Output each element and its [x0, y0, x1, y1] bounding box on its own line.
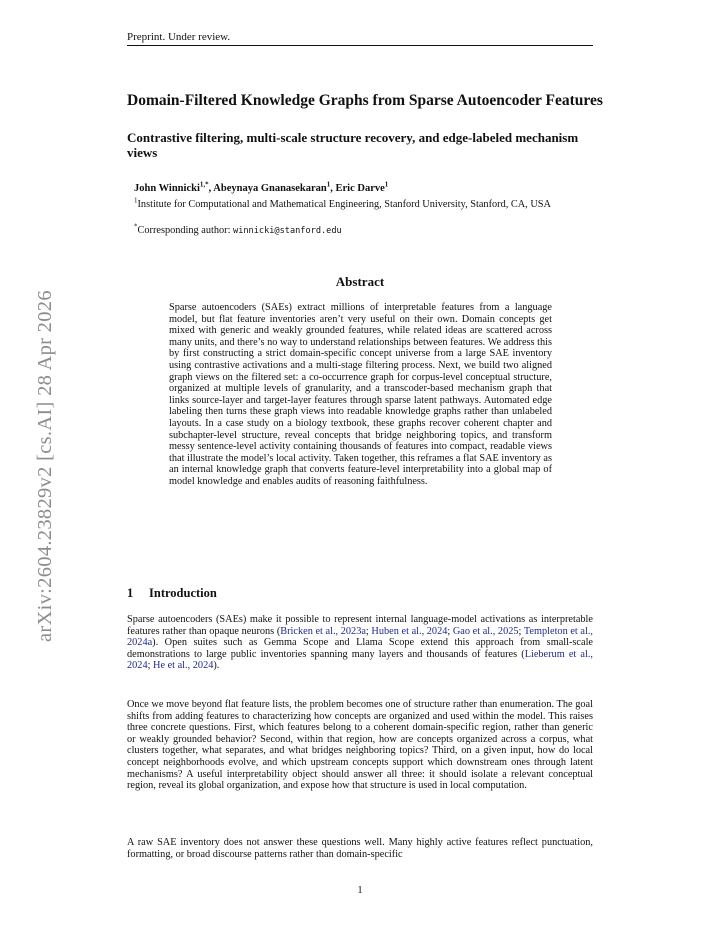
arxiv-stamp: arXiv:2604.23829v2 [cs.AI] 28 Apr 2026	[34, 290, 56, 642]
corresponding-label: Corresponding author:	[137, 225, 234, 236]
corresponding-author	[134, 222, 342, 236]
paragraph-text: ;	[518, 625, 524, 637]
intro-paragraph-2: Once we move beyond flat feature lists, the problem becomes one of structure rather than enumeration. The goal shifts from adding features to characterizing how concepts are organized and used within the model. This raises three concrete questions. First, which features belong to a coherent domain-specific region, rather than generic or weakly grounded behavior? Second, within that region, how are concepts organized across a corpus, what clusters together, what separates, and what bridges neighboring topics? Third, on a given input, how do local concept neighborhoods evolve, and which upstream concepts support which downstream ones through latent mechanisms? A useful interpretability object should answer all three: it should isolate a relevant conceptual region, reveal its global organization, and expose how that structure is used in local computation.	[127, 699, 593, 792]
page-number: 1	[357, 885, 363, 896]
author-name: John Winnicki	[134, 183, 200, 194]
section-title: Introduction	[149, 586, 217, 600]
affiliation-mark: 1	[134, 196, 138, 205]
abstract-body: Sparse autoencoders (SAEs) extract millions of interpretable features from a language model, but flat feature inventories aren’t very useful on their own. Domain concepts get mixed with generic and weakly grounded features, while related ideas are scattered across many units, and there’s no way to understand relationships between features. We address this by first constructing a strict domain-specific concept universe from a large SAE inventory using contrastive activations and a multi-stage filtering process. Next, we build two aligned graph views on the filtered set: a co-occurrence graph for corpus-level conceptual structure, organized at multiple levels of granularity, and a transcoder-based mechanism graph that links source-layer and target-layer features through sparse latent pathways. Automated edge labeling then turns these graph views into readable knowledge graphs rather than unlabeled layouts. In a case study on a biology textbook, these graphs recover coherent chapter and subchapter-level structure, reveal concepts that bridge neighboring topics, and transform messy sentence-level activity containing thousands of features into compact, readable views that illustrate the model’s local activity. Taken together, this reframes a flat SAE inventory as an internal knowledge graph that converts feature-level interpretability into a global map of model knowledge and enables audits of reasoning faithfulness.	[169, 302, 553, 487]
affiliation-text: Institute for Computational and Mathematical Engineering, Stanford University, Stanford, CA, USA	[137, 199, 551, 210]
paragraph-text: ;	[147, 660, 154, 672]
corresponding-email: winnicki@stanford.edu	[233, 226, 342, 236]
citation-link[interactable]: Lieberum et al., 2024	[127, 648, 593, 672]
paper-subtitle: Contrastive filtering, multi-scale structure recovery, and edge-labeled mechanism views	[127, 130, 579, 160]
author-separator: ,	[330, 183, 336, 194]
paragraph-text: ;	[365, 625, 372, 637]
author-list	[134, 180, 389, 194]
corresponding-mark: *	[134, 222, 138, 231]
running-header: Preprint. Under review.	[127, 31, 231, 43]
author-separator: ,	[208, 183, 214, 194]
author-affil-mark: 1,*	[199, 180, 209, 189]
citation-link[interactable]: Gao et al., 2025	[452, 625, 519, 637]
paragraph-text: Sparse autoencoders (SAEs) make it possible to represent internal language-model activations as interpretable features rather than opaque neurons (	[127, 614, 593, 637]
affiliation	[134, 196, 594, 211]
abstract-heading: Abstract	[335, 274, 385, 289]
section-heading	[127, 586, 217, 601]
header-rule	[127, 45, 593, 46]
author-affil-mark: 1	[326, 180, 331, 189]
paper-title: Domain-Filtered Knowledge Graphs from Sparse Autoencoder Features	[127, 92, 603, 109]
intro-paragraph-3: A raw SAE inventory does not answer these questions well. Many highly active features reflect punctuation, formatting, or broad discourse patterns rather than domain-specific	[127, 837, 593, 860]
citation-link[interactable]: Huben et al., 2024	[371, 625, 448, 637]
author-name: Eric Darve	[335, 183, 385, 194]
citation-link[interactable]: Templeton et al., 2024a	[127, 625, 594, 649]
paragraph-text: ).	[213, 660, 220, 672]
section-number: 1	[127, 586, 134, 600]
paragraph-text: ;	[447, 625, 453, 637]
intro-paragraph-1	[127, 614, 593, 672]
citation-link[interactable]: He et al., 2024	[153, 660, 214, 672]
author-affil-mark: 1	[384, 180, 389, 189]
paragraph-text: ). Open suites such as Gemma Scope and Llama Scope extend this approach from small-scale demonstrations to large public inventories spanning many layers and thousands of features (	[127, 637, 593, 660]
citation-link[interactable]: Bricken et al., 2023a	[280, 625, 366, 637]
author-name: Abeynaya Gnanasekaran	[213, 183, 327, 194]
